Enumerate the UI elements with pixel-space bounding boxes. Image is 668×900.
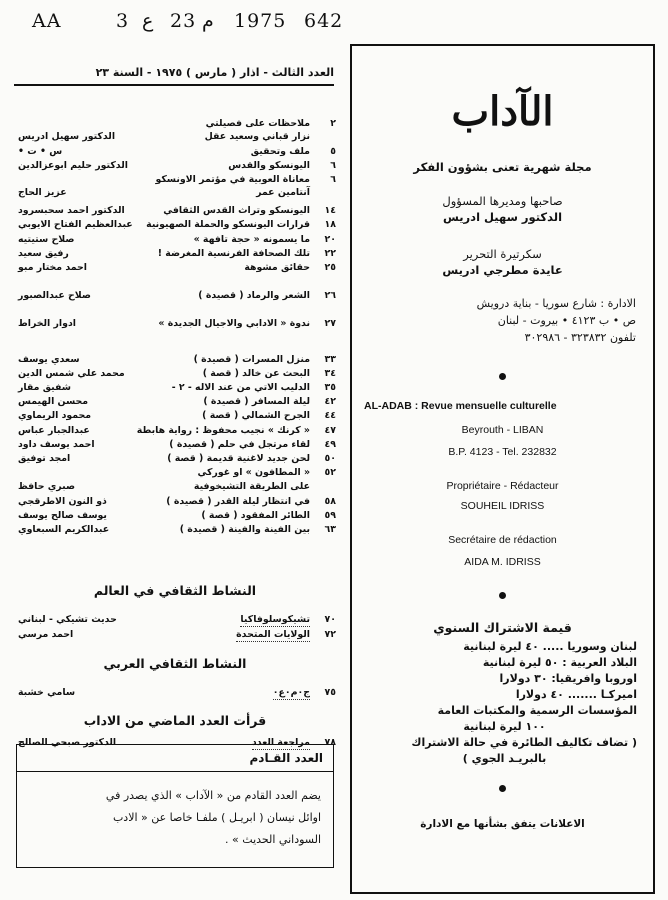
subscription-heading: قيمة الاشتراك السنوي: [433, 620, 572, 635]
toc-entry: [14, 160, 336, 172]
toc-title: ليلة المسافر ( قصيدة ): [203, 396, 310, 407]
section-page-number: ٧٥: [324, 687, 336, 698]
section-author: احمد مرسي: [18, 629, 74, 640]
toc-author: س • ت •: [18, 146, 63, 157]
toc-page-number: ١٤: [324, 205, 336, 216]
toc-page-number: ٤٢: [324, 396, 336, 407]
toc-page-number: ٦: [330, 160, 336, 171]
next-issue-line: اوائل نيسان ( ابريـل ) ملفـا خاصا عن « الادب: [112, 811, 321, 824]
toc-title: قرارات اليونسكو والحملة الصهيونية: [146, 219, 310, 230]
section-title: ج٠م٠ع٠: [272, 687, 310, 698]
toc-author: صلاح عبدالصبور: [18, 290, 91, 301]
toc-page-number: ٢٦: [324, 290, 336, 301]
toc-author: محسن الهيمس: [18, 396, 89, 407]
toc-title: حقائق مشوهة: [244, 262, 310, 273]
latin-secretary-label: Secrétaire de rédaction: [448, 534, 557, 546]
toc-title: على الطريقة التشيخوفية: [193, 481, 310, 492]
toc-author: صبري حافظ: [18, 481, 76, 492]
toc-author: محمد علي شمس الدين: [18, 368, 125, 379]
section-page-number: ٧٨: [324, 737, 336, 748]
secretary-name: عايدة مطرجي ادريس: [442, 263, 563, 277]
toc-author: عبدالجبار عباس: [18, 425, 90, 436]
issue-divider: [14, 84, 334, 86]
toc-author: الدكتور حليم ابوعزالدين: [18, 160, 128, 171]
toc-page-number: ١٨: [324, 219, 336, 230]
toc-entry: [14, 318, 336, 330]
section-entry: [14, 687, 336, 699]
section-heading: قرأت العدد الماضي من الاداب: [83, 713, 267, 728]
toc-title: البحث عن خالد ( قصة ): [202, 368, 310, 379]
toc-entry: [14, 439, 336, 451]
toc-entry: [14, 174, 336, 186]
toc-title: الشعر والرماد ( قصيدة ): [198, 290, 310, 301]
section-entry: [14, 629, 336, 641]
toc-author: عبدالعظيم الفتاح الايوبي: [18, 219, 133, 230]
section-title: مراجعة العدد: [251, 737, 310, 748]
toc-entry: [14, 425, 336, 437]
hand-year: 1975: [234, 10, 287, 32]
hand-letter: ع: [142, 10, 154, 32]
toc-title: آنتامين عمر: [256, 187, 310, 198]
toc-page-number: ٦٣: [324, 524, 336, 535]
owner-label: صاحبها ومديرها المسؤول: [442, 194, 563, 208]
next-issue-body: [27, 785, 321, 851]
toc-title: « كرنك » نجيب محفوظ : رواية هابطة: [136, 425, 310, 436]
section-page-number: ٧٠: [324, 614, 336, 625]
hand-num: 3: [116, 10, 130, 32]
ads-note: الاعلانات يتفق بشأنها مع الادارة: [420, 818, 585, 830]
toc-page-number: ٣٤: [324, 368, 336, 379]
toc-entry: [14, 146, 336, 158]
toc-title: ملاحظات على فصيلتي: [205, 118, 310, 129]
toc-entry: [14, 187, 336, 199]
handwritten-annotation: [20, 10, 648, 36]
tagline: مجلة شهرية تعنى بشؤون الفكر: [413, 160, 592, 174]
toc-author: محمود الريماوي: [18, 410, 92, 421]
toc-page-number: ٢٢: [324, 248, 336, 259]
subscription-line: ١٠٠ ليرة لبنانية: [463, 720, 546, 733]
toc-title: بين الفينة والفينة ( قصيدة ): [179, 524, 310, 535]
toc-entry: [14, 290, 336, 302]
section-title: تشيكوسلوفاكيا: [240, 614, 310, 625]
section-entry: [14, 614, 336, 626]
toc-title: منزل المسرات ( قصيدة ): [193, 354, 310, 365]
toc-author: عبدالكريم السبعاوي: [18, 524, 110, 535]
toc-entry: [14, 248, 336, 260]
toc-author: عزيز الحاج: [18, 187, 67, 198]
toc-entry: [14, 118, 336, 130]
subscription-line: اوروبا وافريقيا: ٣٠ دولارا: [499, 672, 637, 685]
toc-entry: [14, 354, 336, 366]
latin-title: AL-ADAB : Revue mensuelle culturelle: [364, 400, 557, 412]
next-issue-line: السوداني الحديث » .: [225, 833, 321, 846]
toc-title: نزار قباني وسعيد عقل: [204, 131, 310, 142]
toc-entry: [14, 453, 336, 465]
section-author: الدكتور صبحي الصالح: [18, 737, 117, 748]
toc-author: ذو النون الاطرقجي: [18, 496, 107, 507]
toc-entry: [14, 524, 336, 536]
next-issue-divider: [17, 771, 333, 772]
toc-entry: [14, 410, 336, 422]
toc-title: الجرح الشمالي ( قصة ): [202, 410, 310, 421]
toc-page-number: ٦: [330, 174, 336, 185]
hand-month: م: [202, 10, 214, 32]
toc-title: لقاء مرتجل في حلم ( قصيدة ): [169, 439, 310, 450]
section-title: الولايات المتحدة: [236, 629, 310, 640]
toc-title: اليونسكو وتراث القدس الثقافي: [163, 205, 310, 216]
toc-author: شفيق مقار: [18, 382, 71, 393]
toc-author: سعدي يوسف: [18, 354, 80, 365]
toc-page-number: ٥٨: [324, 496, 336, 507]
latin-bp: B.P. 4123 - Tel. 232832: [448, 446, 557, 458]
owner-name: الدكتور سهيل ادريس: [442, 210, 563, 224]
next-issue-line: يضم العدد القادم من « الآداب » الذي يصدر في: [105, 789, 321, 802]
toc-page-number: ٤٤: [324, 410, 336, 421]
toc-page-number: ٤٩: [324, 439, 336, 450]
toc-author: رفيق سعيد: [18, 248, 69, 259]
toc-title: اليونسكو والقدس: [228, 160, 310, 171]
section-author: حديث تشيكي - لبناني: [18, 614, 117, 625]
secretary-label: سكرتيرة التحرير: [463, 247, 542, 261]
address-line-1: الادارة : شارع سوريا - بناية درويش: [476, 297, 636, 310]
subscription-line: البلاد العربية : ٥٠ ليرة لبنانية: [482, 656, 637, 669]
phone-line: تلفون ٣٢٣٨٣٢ - ٣٠٢٩٨٦: [524, 331, 636, 344]
toc-entry: [14, 510, 336, 522]
subscription-line: ( تضاف تكاليف الطائرة في حالة الاشتراك: [411, 736, 637, 749]
toc-title: تلك الصحافة الفرنسية المغرضة !: [157, 248, 310, 259]
section-author: سامي خشبة: [18, 687, 76, 698]
toc-entry: [14, 496, 336, 508]
toc-entry: [14, 382, 336, 394]
toc-page-number: ٢٧: [324, 318, 336, 329]
toc-page-number: ٥٠: [324, 453, 336, 464]
toc-author: امجد توفيق: [18, 453, 71, 464]
toc-author: احمد مختار مبو: [18, 262, 88, 273]
toc-entry: [14, 205, 336, 217]
toc-author: صلاح ستيتيه: [18, 234, 75, 245]
hand-day: 23: [170, 10, 197, 32]
toc-title: معاناة العوبية في مؤتمر الاونسكو: [155, 174, 310, 185]
latin-owner-label: Propriétaire - Rédacteur: [446, 480, 559, 492]
hand-shelf: 642: [304, 10, 344, 32]
toc-page-number: ٣٥: [324, 382, 336, 393]
subscription-line: بالبريـد الجوي ): [462, 752, 547, 765]
latin-city: Beyrouth - LIBAN: [461, 424, 544, 436]
toc-title: ما يسمونه « حجة تافهة »: [193, 234, 310, 245]
latin-secretary: AIDA M. IDRISS: [464, 556, 541, 568]
toc-title: لحن جديد لاغنية قديمة ( قصة ): [167, 453, 310, 464]
issue-line: العدد الثالث - اذار ( مارس ) ١٩٧٥ - السنة ٢٣: [95, 66, 334, 79]
toc-author: الدكتور احمد سحبسرود: [18, 205, 125, 216]
toc-entry: [14, 131, 336, 143]
next-issue-box: [16, 744, 334, 868]
toc-entry: [14, 219, 336, 231]
toc-author: احمد يوسف داود: [18, 439, 95, 450]
next-issue-title: العدد القـادم: [249, 751, 323, 765]
subscription-line: اميركـا ....... ٤٠ دولارا: [515, 688, 637, 701]
toc-title: في انتظار ليلة القدر ( قصيدة ): [166, 496, 310, 507]
toc-entry: [14, 234, 336, 246]
toc-title: الدليب الاتي من عند الاله - ٢ -: [171, 382, 310, 393]
subscription-line: المؤسسات الرسمية والمكتبات العامة: [437, 704, 637, 717]
address-line-2: ص • ب ٤١٢٣ • بيروت - لبنان: [497, 314, 636, 327]
section-heading: النشاط الثقافي العربي: [103, 656, 247, 671]
bullet-dot: [499, 785, 506, 792]
magazine-logo: الآداب: [451, 88, 554, 135]
toc-title: ندوة « الادابي والاجيال الجديدة »: [158, 318, 310, 329]
toc-page-number: ٥: [330, 146, 336, 157]
toc-entry: [14, 467, 336, 479]
toc-entry: [14, 396, 336, 408]
toc-entry: [14, 481, 336, 493]
toc-title: « المطافون » او غوركي: [197, 467, 310, 478]
subscription-line: لبنان وسوريا ..... ٤٠ ليرة لبنانية: [463, 640, 637, 653]
toc-author: يوسف صالح يوسف: [18, 510, 107, 521]
toc-page-number: ٢٠: [324, 234, 336, 245]
section-page-number: ٧٢: [324, 629, 336, 640]
toc-title: الطائر المفقود ( قصة ): [201, 510, 310, 521]
toc-author: الدكتور سهيل ادريس: [18, 131, 116, 142]
toc-author: ادوار الخراط: [18, 318, 76, 329]
toc-title: ملف وتحقيق: [250, 146, 310, 157]
toc-page-number: ٤٧: [324, 425, 336, 436]
toc-page-number: ٣٣: [324, 354, 336, 365]
section-heading: النشاط الثقافي في العالم: [93, 583, 257, 598]
toc-page-number: ٥٩: [324, 510, 336, 521]
bullet-dot: [499, 592, 506, 599]
toc-page-number: ٢٥: [324, 262, 336, 273]
toc-page-number: ٢: [330, 118, 336, 129]
toc-entry: [14, 368, 336, 380]
toc-entry: [14, 262, 336, 274]
bullet-dot: [499, 373, 506, 380]
toc-page-number: ٥٢: [324, 467, 336, 478]
latin-owner: SOUHEIL IDRISS: [460, 500, 545, 512]
hand-code: AA: [32, 10, 62, 32]
